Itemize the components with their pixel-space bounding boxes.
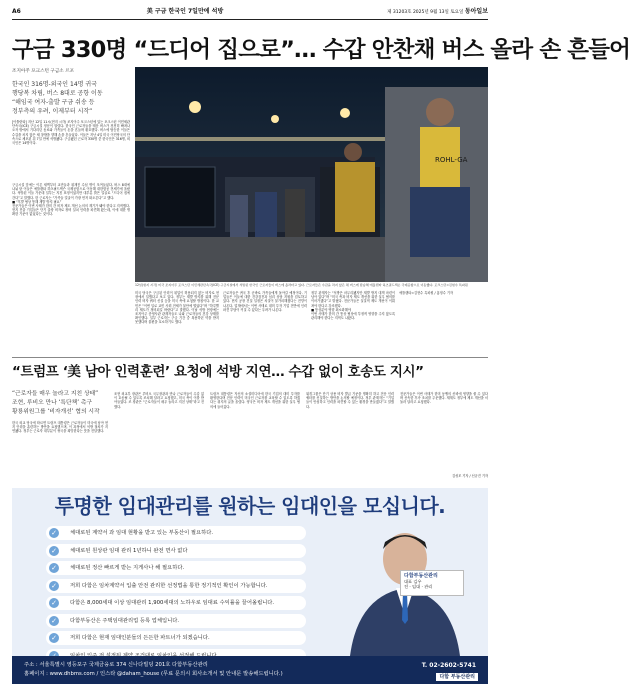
story2-reporter: 김성모 기자 / 신규진 기자 bbox=[452, 474, 488, 478]
section-divider bbox=[12, 357, 488, 358]
subhead: 정부측의 우려, 이제부터 시작” bbox=[12, 108, 93, 115]
ad-list-item: ✓ 저희 다함은 현재 임대인분들의 든든한 파트너가 되겠습니다. bbox=[46, 631, 306, 645]
second-headline: “트럼프 ‘美 남아 인력훈련’ 요청에 석방 지연… 수갑 없이 호송도 지시” bbox=[12, 364, 424, 380]
ad-list-item: ✓ 저희 다함은 임차계약서 입출 안전 관리한 선정법을 통한 정기적인 확인이 가능합니다. bbox=[46, 579, 306, 593]
story2-column-4: 워킹그룹은 단기 상용 비자 발급 기준을 명확히 하고 전문 인력 쿼터를 신설하는 방안을 논의할 예정이다. 정부 관계자는 “기업들이 안심하고 인력을 파견할 수 있는 환경을 만들겠다”고 말했다. bbox=[306, 392, 394, 409]
business-card bbox=[400, 570, 464, 596]
company-logo: 다함 부동산관리 bbox=[436, 673, 478, 681]
check-icon: ✓ bbox=[49, 581, 59, 591]
real-estate-advertisement[interactable] bbox=[12, 488, 488, 684]
page-header bbox=[12, 6, 488, 20]
ad-footer bbox=[12, 656, 488, 684]
story1-column-5: 정부 관계자는 “석방은 마무리됐지만 재발 방지 대책 마련이 남아 있다”며 “미국 측과 비자 제도 개선을 위한 실무 협의를 이어가겠다”고 밝혔다. 전문가들은 실질적 제도 개선이 이뤄져야 한다고 강조했다. ■ 통상분야 영향 최소화해야 이번 사태가 한미 간 통상 협상에 부정적 영향을 주지 않도록 관리해야 한다는 지적도 나왔다. bbox=[311, 291, 395, 321]
story1-reporter: 애틀랜타=김현수 특파원 / 홍정수 기자 bbox=[399, 291, 453, 295]
check-icon: ✓ bbox=[49, 598, 59, 608]
story2-column-5: 전문가들은 이번 사태가 한미 동맹의 신뢰에 영향을 줄 수 있다며 신속한 후속 조치를 주문했다. 재계도 정부에 제도 개선을 서둘러 달라고 요청했다. bbox=[400, 392, 488, 405]
story1-column-4: 근로자들은 귀국 후 곧바로 가족들에게 돌아갈 예정이다. 기업들은 이들에 대한 건강검진과 심리 상담 지원을 검토하고 있다. 현지 공장 건설 일정은 차질이 불가피해졌다는 전망이 나온다. 업계에서는 이번 사태로 대미 투자 기업 전반에 인력 파견 부담이 커질 수 있다는 우려가 나온다. bbox=[223, 291, 307, 312]
check-icon: ✓ bbox=[49, 616, 59, 626]
story2-column-1: 한국 외교 당국에 따르면 트럼프 대통령은 근로자들이 미국에 남아 현지 인력을 훈련하는 방안을 요청했으며, 이 과정에서 석방 절차가 지연됐다. 정부는 근로자 대부분이 귀국을 희망한다는 뜻을 전달했다. bbox=[12, 421, 108, 434]
ad-address: 주소 : 서울특별시 영등포구 국제금융로 374 신나다빌딩 201호 다함부동산관리 bbox=[24, 662, 208, 668]
ad-list-item: ✓ 체대로된 정산 빠르게 받는 지게사나 해 필요하다. bbox=[46, 561, 306, 575]
news-photo bbox=[135, 67, 488, 282]
story2-column-3: 트럼프 대통령은 자신의 소셜미디어에 한국 기업의 대미 투자를 환영한다며 전문 인력이 미국인 근로자를 교육할 수 있도록 하겠다는 취지의 글을 올렸다. 양국은 비자 제도 개선을 위한 실무 협의에 들어갔다. bbox=[210, 392, 300, 409]
page-number: A6 bbox=[12, 8, 21, 16]
issue-info bbox=[298, 7, 488, 15]
card-line: 전 · 임대 · 관리 bbox=[404, 584, 433, 589]
newspaper-name: 동아일보 bbox=[464, 7, 488, 15]
vest-text: ROHL-GA bbox=[435, 156, 468, 164]
story1-column-2: 구금시설 앞에는 이른 새벽부터 교민들과 취재진 수십 명이 모여들었다. 버스 8대에 나눠 탄 이들은 애틀랜타 하츠필드잭슨 국제공항으로 이동해 대한항공 전세기에 올랐다. 석방된 이들 가운데 일부는 지친 표정이었지만 대부분 밝은 얼굴로 “드디어 집에 간다”고 말했다. 한 근로자는 “가족들 얼굴이 가장 먼저 떠오른다”고 했다. ■ “후발 협상 통해 재발 방지 필요” 전문가들은 이번 사태가 한미 간 비자 제도 개선 논의의 계기가 돼야 한다고 지적했다. 현지 진출 기업들은 단기 출장 비자로 장비 설치 인력을 파견해 왔는데, 이에 대한 명확한 기준이 없었다는 것이다. bbox=[12, 183, 130, 217]
subhead: 조현, 루비오 만나 ‘특단책’ 촉구 bbox=[12, 400, 93, 406]
ad-website[interactable]: 홈페이지 : www.dhbms.com / 인스타 @daham_house (무료 문의시 회사소개서 및 안내문 발송해드립니다.) bbox=[24, 671, 283, 677]
check-icon: ✓ bbox=[49, 633, 59, 643]
story2-column-2: 조현 외교부 장관은 루비오 국무장관과 만나 근로자들이 수갑 없이 호송될 수 있도록 조치해 달라고 요청했고, 미국 측이 이를 받아들였다. 조 장관은 “근로자들이 매우 놀라고 지친 상태”라고 전했다. bbox=[114, 392, 204, 409]
ad-checklist bbox=[46, 526, 306, 666]
ad-list-item: ✓ 다함은 8,000세대 이상 임대관리 1,900세대의 노하우로 임대료 수익률을 끌어올립니다. bbox=[46, 596, 306, 610]
story2-subheads bbox=[12, 390, 112, 417]
photo-illustration bbox=[135, 67, 488, 282]
subhead: 한국인 316명-외국인 14명 귀국 bbox=[12, 81, 97, 88]
ad-list-item: ✓ 체대로된 계약서 과 임대 현황을 받고 있는 부동산이 필요하다. bbox=[46, 526, 306, 540]
ad-title: 투명한 임대관리를 원하는 임대인을 모십니다. bbox=[54, 494, 446, 518]
check-icon: ✓ bbox=[49, 563, 59, 573]
subhead: 황룡위원그룹 ‘비자개선’ 협의 시작 bbox=[12, 409, 100, 415]
story1-column-1: [아틀란타] 지난 12일 11시(현지 시각) 조지아주 포크스턴에 있는 포크스턴 이민세관단속국(ICE) 구금시설 정문이 열렸다. 한국인 근로자들을 태운 버스가 천천히 빠져나오자 밖에서 기다리던 동료와 가족들이 손을 흔들며 환호했다. 버스에 탑승한 이들은 수갑을 차지 않은 채 창밖을 향해 손을 흔들었다. 이들은 지난 4일 미국 이민당국의 단속으로 체포된 뒤 7일 만에 석방됐다. 구금됐던 근로자 330명 중 한국인은 316명, 외국인은 14명이다. bbox=[12, 120, 130, 146]
subhead: 행당복 차림, 버스 8대로 공항 이동 bbox=[12, 90, 103, 97]
card-person: 대표 김우 bbox=[404, 579, 422, 584]
ad-list-item: ✓ 체대로된 원상관 임대 관리 1년하니 완전 면사 없다 bbox=[46, 544, 306, 558]
card-company: 다함부동산관리 bbox=[404, 573, 438, 579]
ad-list-item: ✓ 다함부동산은 주택임대관리업 등록 업체입니다. bbox=[46, 614, 306, 628]
photo-caption: 12일(현지 시각) 미국 조지아주 포크스턴 이민세관단속국(ICE) 구금시설에서 석방된 한국인 근로자들이 버스에 올라타고 있다. 근로자들은 수갑을 차지 않은 채 버스에 탑승해 애틀랜타 하츠필드잭슨 국제공항으로 이동했다. 포크스턴=김현수 특파원 bbox=[135, 283, 468, 287]
subhead: “해임국 여자-출발 구금 쉬송 등 bbox=[12, 99, 95, 106]
check-icon: ✓ bbox=[49, 546, 59, 556]
issue-date: 제 31203호 2025년 9월 13일 토요일 bbox=[387, 9, 464, 15]
story1-byline: 조지아주 포크스턴 구금소 르포 bbox=[12, 69, 75, 74]
check-icon: ✓ bbox=[49, 528, 59, 538]
story1-subheads bbox=[12, 80, 130, 116]
section-title: 美 구금 한국인 7일만에 석방 bbox=[146, 8, 224, 16]
ad-phone[interactable]: T. 02-2602-5741 bbox=[421, 662, 476, 669]
story1-column-3: 미국 당국은 구금된 인력이 취업이 허용되지 않는 비자로 현장에서 일했다고 보고 있다. 정부는 재발 방지를 위해 전문 인력 비자 쿼터 신설 등을 미국 측에 요청할 방침이다. 한 교민은 “이번 일로 교민 사회 전체가 불안에 떨었다”며 “하루빨리 제도가 정비되길 바란다”고 말했다. 이날 석방 현장에는 조지아주 총영사관 관계자들도 나와 근로자들의 건강 상태를 확인했다. 일부 근로자는 구금 기간 중 복용하던 약을 받지 못했다며 불편을 호소하기도 했다. bbox=[135, 291, 219, 325]
subhead: “근로자들 매우 놀라고 지친 상태” bbox=[12, 391, 99, 397]
main-headline: 구금 330명 “드디어 집으로”… 수갑 안찬채 버스 올라 손 흔들어 bbox=[12, 37, 630, 63]
